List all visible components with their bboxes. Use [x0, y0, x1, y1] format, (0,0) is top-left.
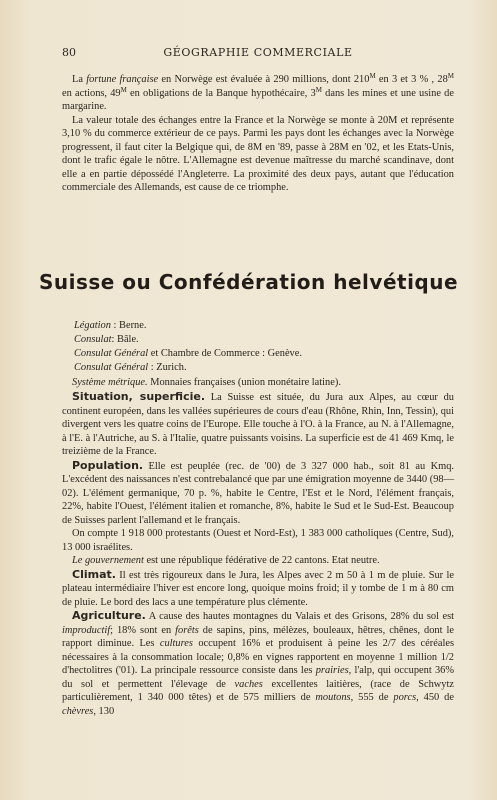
fortune-paragraph: La fortune française en Norwège est évaluée à 290 millions, dont $210^M$ en 3 et 3 % , $28^M$ en actions, $49^M$ en obligations de la Banque hypothécaire, $3^M$ dans les mines et une usine de margarine.: [62, 72, 454, 112]
religion-paragraph: On compte 1 918 000 protestants (Ouest et Nord-Est), 1 383 000 catholiques (Centre, Sud), 13 000 israélites.: [62, 528, 454, 553]
chapter-title: Suisse ou Confédération helvétique: [38, 270, 459, 294]
situation-heading: Situation, superficie.: [72, 390, 205, 403]
fortune-italic: fortune française: [86, 74, 159, 85]
mission-item: Consulat: Bâle.: [74, 334, 139, 345]
page-number: 80: [62, 46, 76, 59]
agriculture-heading: Agriculture.: [72, 609, 146, 622]
norway-paragraphs: [62, 73, 454, 195]
situation-section: Situation, superficie. La Suisse est située, du Jura aux Alpes, au cœur du continent européen, dans les vallées supérieures de cours d'eau (Rhône, Rhin, Inn, Tessin), qui divergent vers les quatre coins de l'Europe. Elle touche à l'O. à la France, au N. à l'Allemagne, à l'E. à l'Autriche, au S. à l'Italie, quatre puissants voisins. La superficie est de 41 469 Kmq, le treizième de la France.: [62, 390, 454, 457]
mission-item: Consulat Général et Chambre de Commerce : Genève.: [74, 348, 302, 359]
population-section: Population. Elle est peuplée (rec. de '00) de 3 327 000 hab., soit 81 au Kmq. L'excédent des naissances n'est contrebalancé que par une émigration moyenne de 3440 (98—02). L'élément germanique, 70 p. %, habite le Centre, l'Est et le Nord, l'élément français, 22%, habite l'Ouest, l'élément italien et romanche, 8%, habite le Sud et le Sud-Est. Beaucoup de Suisses parlent l'allemand et le français.: [62, 458, 454, 526]
running-title: GÉOGRAPHIE COMMERCIALE: [163, 46, 353, 59]
diplomatic-missions: [74, 319, 454, 375]
agriculture-section: Agriculture. A cause des hautes montagnes du Valais et des Grisons, 28% du sol est improductif; 18% sont en forêts de sapins, pins, mélèzes, bouleaux, hêtres, chênes, dont le rapport diminue. Les cultures occupent 16% et produisent à peine les 2/7 des céréales nécessaires à la consommation locale; 0,8% en vignes rapportent en moyenne 1 million 1/2 d'hectolitres ('01). La principale ressource consiste dans les prairies, l'alp, qui occupent 36% du sol et permettent l'élevage de vaches excellentes laitières, (race de Schwytz particulièrement, 1 340 000 têtes) et de 575 milliers de moutons, 555 de porcs, 450 de chèvres, 130: [62, 609, 455, 717]
mission-item: Consulat Général : Zurich.: [74, 362, 187, 373]
government-paragraph: Le gouvernement est une république fédérative de 22 cantons. Etat neutre.: [72, 555, 380, 566]
metric-system-line: Système métrique. Monnaies françaises (union monétaire latine).: [72, 377, 341, 388]
climat-heading: Climat.: [72, 567, 116, 581]
switzerland-sections: [62, 390, 454, 718]
population-heading: Population.: [72, 458, 144, 472]
climat-section: Climat. Il est très rigoureux dans le Jura, les Alpes avec 2 m 50 à 1 m de pluie. Sur le plateau intermédiaire l'hiver est encore long, quoique moins froid; il y tombe de 1 m à 80 cm de pluie. Le bord des lacs a une température plus clémente.: [62, 567, 454, 608]
mission-item: Légation : Berne.: [74, 320, 147, 331]
trade-paragraph: La valeur totale des échanges entre la France et la Norwège se monte à 20M et représente 3,10 % du commerce extérieur de ce pays. Parmi les pays dont les échanges avec la Norwège progressent, il faut citer la Belgique qui, de 8M en '89, passe à 28M en '02, et les Etats-Unis, dont le trafic égale le nôtre. L'Allemagne est devenue maîtresse du marché scandinave, dont elle a en partie dépossédé l'Angleterre. La proximité des deux pays, autant que l'éducation commerciale des Allemands, est cause de ce triomphe.: [62, 114, 454, 193]
